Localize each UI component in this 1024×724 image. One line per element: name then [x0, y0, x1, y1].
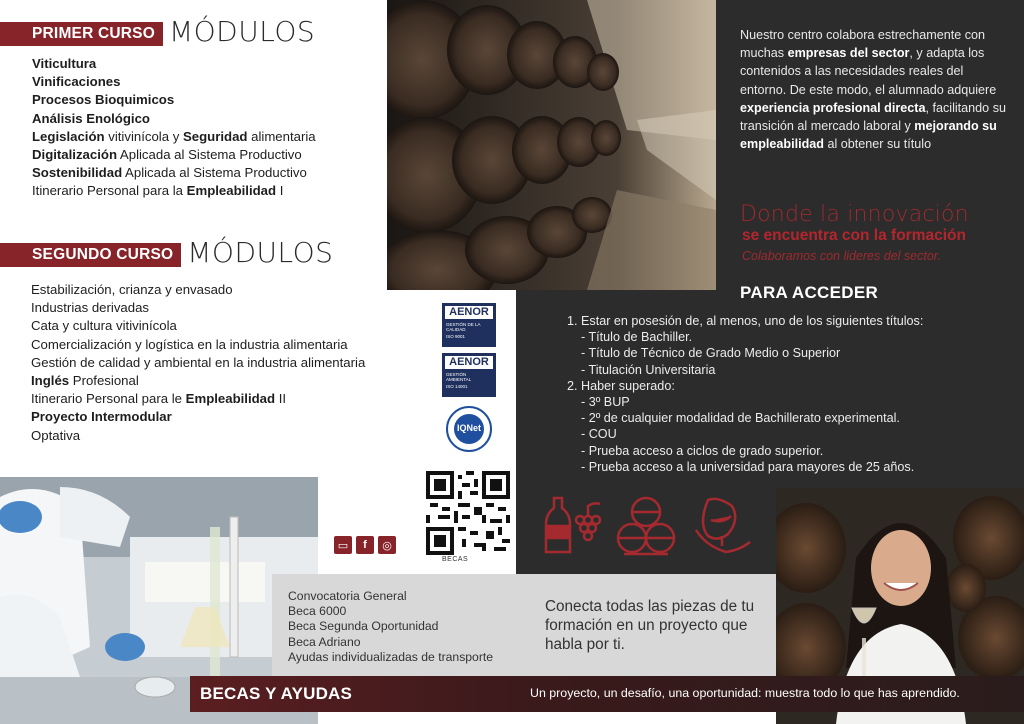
wine-cellar-photo [387, 0, 716, 290]
facebook-icon[interactable]: f [356, 536, 374, 554]
requirement-subitem: - Prueba acceso a ciclos de grado superior. [581, 443, 824, 458]
module-item: Itinerario Personal para le Empleabilidad II [31, 391, 287, 407]
social-links [334, 536, 396, 554]
becas-list [288, 589, 493, 665]
aenor-environment-badge: AENOR GESTIÓN AMBIENTAL ISO 14001 [442, 353, 496, 397]
module-item: Optativa [31, 427, 81, 443]
module-item: Digitalización Aplicada al Sistema Productivo [32, 147, 302, 163]
requirement-subitem: - Titulación Universitaria [581, 362, 716, 377]
module-item: Sostenibilidad Aplicada al Sistema Productivo [32, 165, 307, 181]
segundo-curso-badge: SEGUNDO CURSO [0, 243, 181, 267]
primer-curso-badge: PRIMER CURSO [0, 22, 163, 46]
primer-curso-header [0, 15, 316, 48]
web-icon[interactable]: ▭ [334, 536, 352, 554]
module-item: Estabilización, crianza y envasado [31, 282, 233, 297]
requirement-subitem: - Título de Técnico de Grado Medio o Superior [581, 346, 841, 361]
module-item: Viticultura [32, 56, 97, 71]
innovation-headline: Donde la innovación [740, 202, 969, 227]
acceder-title: PARA ACCEDER [740, 283, 879, 302]
wine-icons-row [536, 490, 766, 560]
intro-paragraph: Nuestro centro colabora estrechamente con muchas empresas del sector, y adapta los contenidos a las necesidades reales del entorno. De este modo, el alumnado adquiere experiencia profesional directa, facilitando su transición al mercado laboral y mejorando su empleabilidad al obtener su título [740, 28, 1006, 152]
aenor-quality-badge: AENOR GESTIÓN DE LA CALIDAD ISO 9001 [442, 303, 496, 347]
becas-title: BECAS Y AYUDAS [200, 684, 353, 703]
requirement-subitem: - 3º BUP [581, 395, 630, 410]
requirement-subitem: - 2º de cualquier modalidad de Bachillerato experimental. [581, 411, 900, 426]
wine-bottle-grapes-icon [546, 498, 600, 552]
requirement-item: 2. Haber superado: [567, 378, 675, 393]
segundo-modules-list [31, 281, 365, 445]
module-item: Procesos Bioquimicos [32, 92, 175, 108]
requirement-item: 1. Estar en posesión de, al menos, uno de los siguientes títulos: [567, 314, 924, 328]
segundo-curso-header [0, 236, 334, 269]
module-item: Inglés Profesional [31, 373, 139, 389]
primer-modules-list [32, 55, 316, 201]
wine-barrels-icon [618, 498, 674, 554]
module-item: Comercialización y logística en la industria alimentaria [31, 336, 348, 352]
module-item: Industrias derivadas [31, 300, 150, 316]
module-item: Legislación vitivinícola y Seguridad alimentaria [32, 128, 316, 144]
segundo-modulos-title: MÓDULOS [187, 236, 334, 269]
beca-item: Ayudas individualizadas de transporte [288, 649, 494, 664]
module-item: Proyecto Intermodular [31, 409, 172, 425]
beca-item: Convocatoria General [288, 589, 407, 603]
module-item: Análisis Enológico [32, 110, 150, 126]
qr-caption: BECAS [442, 556, 469, 563]
iqnet-seal-icon: IQNet [445, 405, 493, 453]
module-item: Gestión de calidad y ambiental en la industria alimentaria [31, 354, 366, 370]
beca-item: Beca Adriano [288, 634, 361, 649]
instagram-icon[interactable]: ◎ [378, 536, 396, 554]
conecta-slogan: Conecta todas las piezas de tu formación en un proyecto que habla por ti. [545, 598, 755, 653]
module-item: Cata y cultura vitivinícola [31, 318, 177, 334]
bottom-tagline: Un proyecto, un desafío, una oportunidad: muestra todo lo que has aprendido. [530, 686, 960, 700]
qr-code[interactable] [426, 471, 510, 555]
module-item: Vinificaciones [32, 74, 121, 90]
beca-item: Beca Segunda Oportunidad [288, 619, 439, 634]
primer-modulos-title: MÓDULOS [168, 15, 316, 48]
innovation-subheadline: se encuentra con la formación [742, 227, 966, 244]
requirement-subitem: - COU [581, 427, 617, 442]
module-item: Itinerario Personal para la Empleabilidad I [32, 183, 284, 199]
beca-item: Beca 6000 [288, 604, 347, 619]
requirement-subitem: - Prueba acceso a la universidad para mayores de 25 años. [581, 459, 915, 474]
innovation-tagline: Colaboramos con lideres del sector. [742, 249, 941, 263]
acceder-requirements [567, 313, 923, 475]
wine-glass-hand-icon [696, 499, 750, 552]
requirement-subitem: - Título de Bachiller. [581, 330, 693, 345]
